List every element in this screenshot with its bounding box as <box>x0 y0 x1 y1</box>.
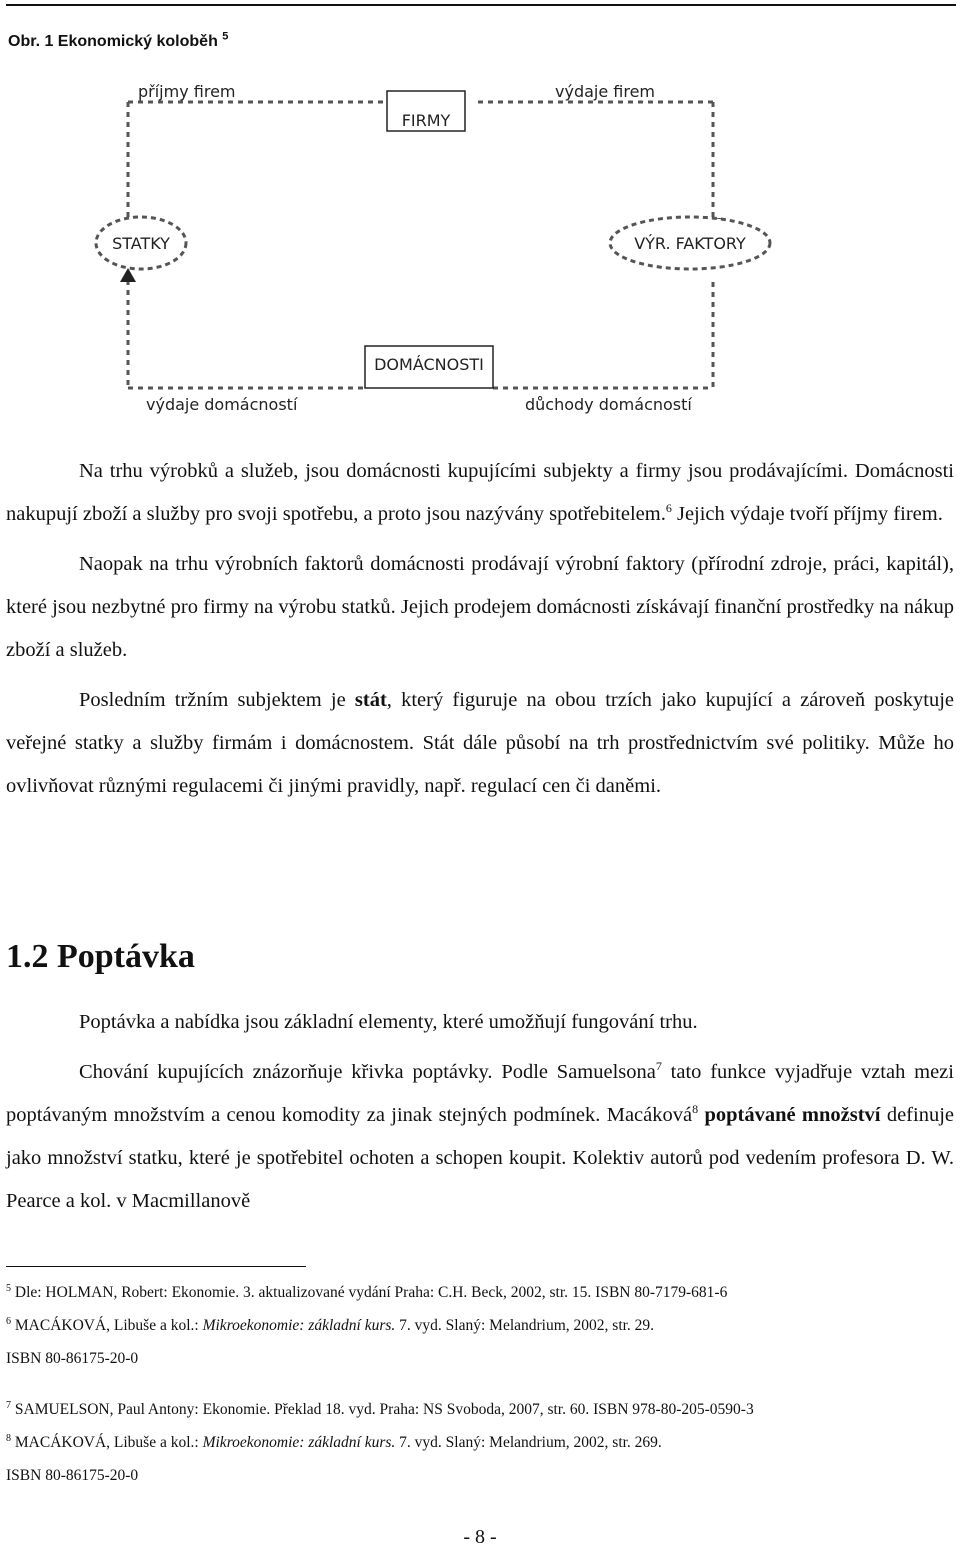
flow-duchody-domacnosti-label: důchody domácností <box>525 395 692 414</box>
node-firmy-label: FIRMY <box>401 111 451 130</box>
economic-cycle-diagram <box>0 60 960 430</box>
flow-prijmy-firem-label: příjmy firem <box>138 82 236 101</box>
footnote-6-isbn: ISBN 80-86175-20-0 <box>6 1350 139 1367</box>
page-number: - 8 - <box>463 1526 497 1548</box>
flow-vydaje-firem-label: výdaje firem <box>555 82 656 101</box>
footnote-ref-7[interactable]: 7 <box>655 1059 662 1074</box>
paragraph-factor-market: Naopak na trhu výrobních faktorů domácnosti prodávají výrobní faktory (přírodní zdroje, práci, kapitál), které jsou nezbytné pro firmy na výrobu statků. Jejich prodejem domácnosti získávají finanční prostředky na nákup zboží a služeb. <box>6 553 954 661</box>
node-vyr-faktory-label: VÝR. FAKTORY <box>634 234 746 253</box>
footnote-8: $^8$ MACÁKOVÁ, Libuše a kol.: Mikroekonomie: základní kurs. 7. vyd. Slaný: Melandrium, 2002, str. 269. <box>6 1432 662 1451</box>
flow-vydaje-domacnosti-label: výdaje domácností <box>146 395 298 414</box>
section-heading: 1.2 Poptávka <box>6 938 195 975</box>
body-text-section <box>6 1001 954 1223</box>
body-text-upper <box>6 450 954 808</box>
node-domacnosti-label: DOMÁCNOSTI <box>374 355 484 374</box>
top-rule <box>6 4 956 6</box>
paragraph-market-goods: Na trhu výrobků a služeb, jsou domácnosti kupujícími subjekty a firmy jsou prodávajícími. Domácnosti nakupují zboží a služby pro svoji spotřebu, a proto jsou nazývány spotřebitelem.$^6$ Jejich výdaje tvoří příjmy firem. <box>6 460 954 525</box>
footnote-ref-5[interactable]: 5 <box>222 30 229 43</box>
footnote-separator <box>6 1266 306 1267</box>
footnote-5: $^5$ Dle: HOLMAN, Robert: Ekonomie. 3. aktualizované vydání Praha: C.H. Beck, 2002, str. 15. ISBN 80-7179-681-6 <box>6 1282 728 1301</box>
figure-caption: Obr. 1 Ekonomický koloběh $^5$ <box>8 30 229 50</box>
footnote-ref-8[interactable]: 8 <box>692 1102 699 1117</box>
paragraph-state: Posledním tržním subjektem je stát, který figuruje na obou trzích jako kupující a zároveň poskytuje veřejné statky a služby firmám i domácnostem. Stát dále působí na trh prostřednictvím své politiky. Může ho ovlivňovat různými regulacemi či jinými pravidly, např. regulací cen či daněmi. <box>6 689 954 797</box>
footnote-6: $^6$ MACÁKOVÁ, Libuše a kol.: Mikroekonomie: základní kurs. 7. vyd. Slaný: Melandrium, 2002, str. 29. <box>6 1315 655 1334</box>
node-statky-label: STATKY <box>112 234 170 253</box>
footnotes <box>6 1276 954 1492</box>
footnote-7: $^7$ SAMUELSON, Paul Antony: Ekonomie. Překlad 18. vyd. Praha: NS Svoboda, 2007, str. 60. ISBN 978-80-205-0590-3 <box>6 1399 754 1418</box>
footnote-ref-6[interactable]: 6 <box>665 501 672 516</box>
paragraph-demand-definition: Chování kupujících znázorňuje křivka poptávky. Podle Samuelsona$^7$ tato funkce vyjadřuje vztah mezi poptávaným množstvím a cenou komodity za jinak stejných podmínek. Macáková$^8$ poptávané množství definuje jako množství statku, které je spotřebitel ochoten a schopen koupit. Kolektiv autorů pod vedením profesora D. W. Pearce a kol. v Macmillanově <box>6 1059 955 1212</box>
footnote-8-isbn: ISBN 80-86175-20-0 <box>6 1467 139 1484</box>
paragraph-demand-intro: Poptávka a nabídka jsou základní elementy, které umožňují fungování trhu. <box>79 1011 698 1033</box>
